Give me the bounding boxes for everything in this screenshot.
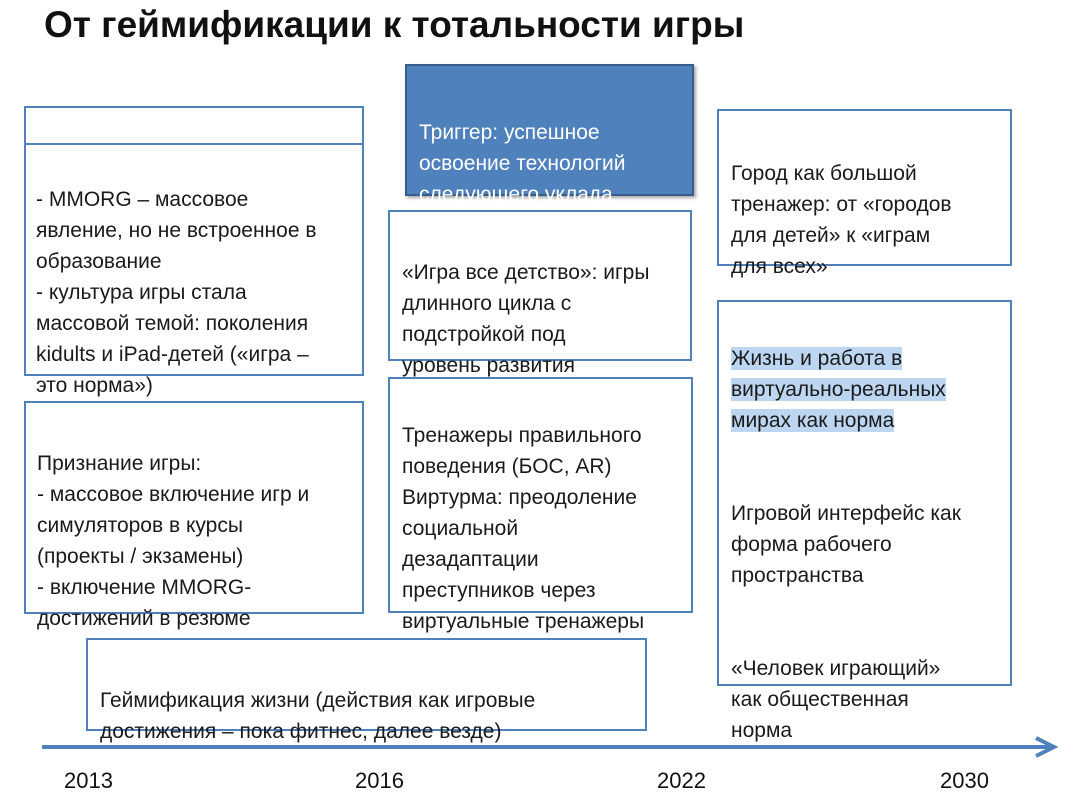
gamification-life-text: Геймификация жизни (действия как игровые достижения – пока фитнес, далее везде): [100, 689, 536, 743]
slide-title: От геймификации к тотальности игры: [44, 4, 745, 45]
year-label: 2022: [657, 768, 706, 793]
childhood-game-text: «Игра все детство»: игры длинного цикла с подстройкой под уровень развития: [402, 261, 650, 377]
recognition-text: Признание игры: - массовое включение игр и симуляторов в курсы (проекты / экзамены) - включение MMORG- достижений в резюме: [37, 452, 310, 630]
prerequisites-text: - MMORG – массовое явление, но не встроенное в образование - культура игры стала массовой темой: поколения kidults и iPad-детей («игра – это норма»): [36, 188, 317, 397]
city-trainer-text: Город как большой тренажер: от «городов для детей» к «играм для всех»: [731, 162, 952, 278]
year-label: 2013: [64, 768, 113, 793]
trigger-text: Триггер: успешное освоение технологий следующего уклада: [419, 121, 626, 206]
year-label: 2030: [940, 768, 989, 793]
norm-highlight-text: Жизнь и работа в виртуально-реальных мирах как норма: [731, 347, 946, 432]
year-label: 2016: [355, 768, 404, 793]
norm-homo-ludens-text: «Человек играющий» как общественная норма: [731, 657, 941, 742]
trainers-text: Тренажеры правильного поведения (БОС, AR) Виртурма: преодоление социальной дезадаптации преступников через виртуальные тренажеры: [402, 424, 645, 633]
norm-interface-text: Игровой интерфейс как форма рабочего пространства: [731, 502, 961, 587]
